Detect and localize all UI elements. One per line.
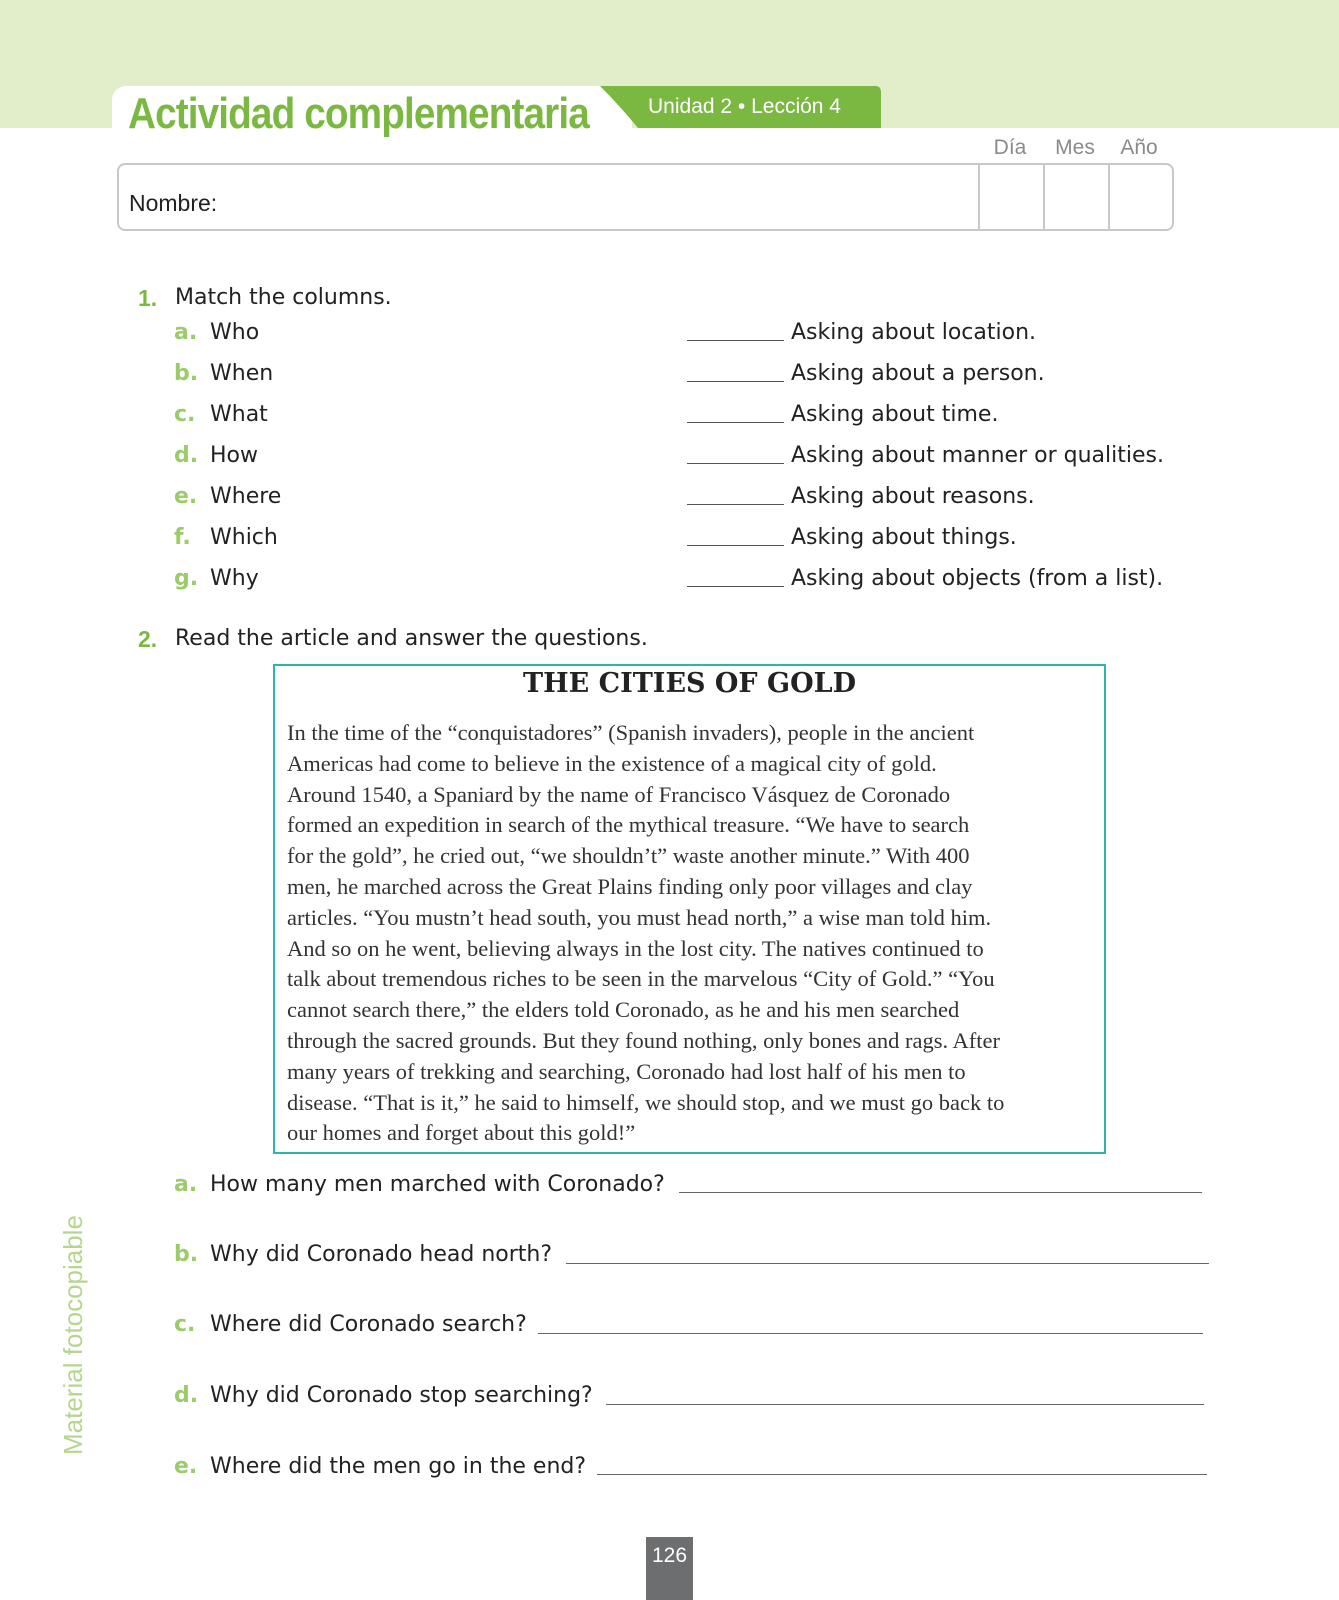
question-letter: a. [174, 1172, 198, 1197]
question-text: Why did Coronado stop searching? [210, 1383, 593, 1408]
article-line: men, he marched across the Great Plains finding only poor villages and clay [287, 873, 973, 899]
month-label: Mes [1055, 136, 1095, 159]
match-meaning: Asking about a person. [791, 361, 1045, 386]
article-line: Around 1540, a Spaniard by the name of Francisco Vásquez de Coronado [287, 781, 951, 807]
match-blank[interactable] [687, 381, 784, 382]
article-line: talk about tremendous riches to be seen in the marvelous “City of Gold.” “You [287, 966, 995, 992]
item-letter: c. [174, 402, 196, 427]
question-letter: e. [174, 1454, 198, 1479]
article-line: And so on he went, believing always in the lost city. The natives continued to [287, 935, 984, 961]
question-text: How many men marched with Coronado? [210, 1172, 665, 1197]
question-text: Why did Coronado head north? [210, 1242, 553, 1267]
article-line: articles. “You mustn’t head south, you must head north,” a wise man told him. [287, 904, 992, 930]
date-divider [978, 163, 980, 231]
article-line: for the gold”, he cried out, “we shouldn’t” waste another minute.” With 400 [287, 843, 970, 869]
match-blank[interactable] [687, 463, 784, 464]
match-meaning: Asking about location. [791, 320, 1037, 345]
unit-lesson-label: Unidad 2 • Lección 4 [648, 95, 841, 118]
question-word: How [210, 443, 258, 468]
question-word: Where [210, 484, 282, 509]
page-title: Actividad complementaria [128, 89, 589, 138]
match-blank[interactable] [687, 545, 784, 546]
question-word: When [210, 361, 274, 386]
match-blank[interactable] [687, 586, 784, 587]
item-letter: b. [174, 361, 199, 386]
question-word: Who [210, 320, 260, 345]
item-letter: g. [174, 566, 199, 591]
article-line: In the time of the “conquistadores” (Spanish invaders), people in the ancient [287, 720, 975, 745]
answer-line[interactable] [679, 1192, 1202, 1193]
question-word: What [210, 402, 268, 427]
item-letter: e. [174, 484, 198, 509]
answer-line[interactable] [538, 1333, 1203, 1334]
date-divider [1043, 163, 1045, 231]
date-divider [1108, 163, 1110, 231]
exercise-1-instruction: Match the columns. [175, 285, 392, 310]
question-text: Where did Coronado search? [210, 1312, 527, 1337]
year-label: Año [1120, 136, 1158, 159]
article-line: through the sacred grounds. But they found nothing, only bones and rags. After [287, 1027, 1001, 1053]
question-letter: c. [174, 1312, 196, 1337]
question-letter: b. [174, 1242, 199, 1267]
answer-line[interactable] [606, 1404, 1204, 1405]
day-label: Día [993, 136, 1027, 159]
question-letter: d. [174, 1383, 199, 1408]
match-blank[interactable] [687, 504, 784, 505]
match-meaning: Asking about objects (from a list). [791, 566, 1164, 591]
article-line: formed an expedition in search of the mythical treasure. “We have to search [287, 812, 970, 838]
question-word: Which [210, 525, 278, 550]
article-line: many years of trekking and searching, Coronado had lost half of his men to [287, 1058, 966, 1084]
article-line: disease. “That is it,” he said to himself, we should stop, and we must go back to [287, 1089, 1005, 1115]
name-label: Nombre: [129, 190, 218, 216]
page-number: 126 [651, 1544, 688, 1567]
exercise-1-number: 1. [138, 285, 158, 311]
name-field[interactable] [117, 163, 1174, 231]
match-blank[interactable] [687, 340, 784, 341]
item-letter: a. [174, 320, 198, 345]
match-meaning: Asking about time. [791, 402, 999, 427]
match-meaning: Asking about things. [791, 525, 1017, 550]
match-meaning: Asking about manner or qualities. [791, 443, 1164, 468]
item-letter: f. [174, 525, 191, 550]
exercise-2-instruction: Read the article and answer the questions. [175, 626, 648, 651]
match-meaning: Asking about reasons. [791, 484, 1035, 509]
article-line: cannot search there,” the elders told Coronado, as he and his men searched [287, 997, 960, 1023]
article-line: Americas had come to believe in the existence of a magical city of gold. [287, 750, 937, 776]
photocopiable-label: Material fotocopiable [58, 1215, 88, 1455]
article-body [287, 718, 1099, 1149]
article-title: THE CITIES OF GOLD [523, 668, 856, 699]
question-text: Where did the men go in the end? [210, 1454, 587, 1479]
answer-line[interactable] [566, 1263, 1209, 1264]
article-line: our homes and forget about this gold!” [287, 1120, 636, 1146]
question-word: Why [210, 566, 259, 591]
match-blank[interactable] [687, 422, 784, 423]
answer-line[interactable] [597, 1474, 1207, 1475]
item-letter: d. [174, 443, 199, 468]
exercise-2-number: 2. [138, 626, 158, 652]
